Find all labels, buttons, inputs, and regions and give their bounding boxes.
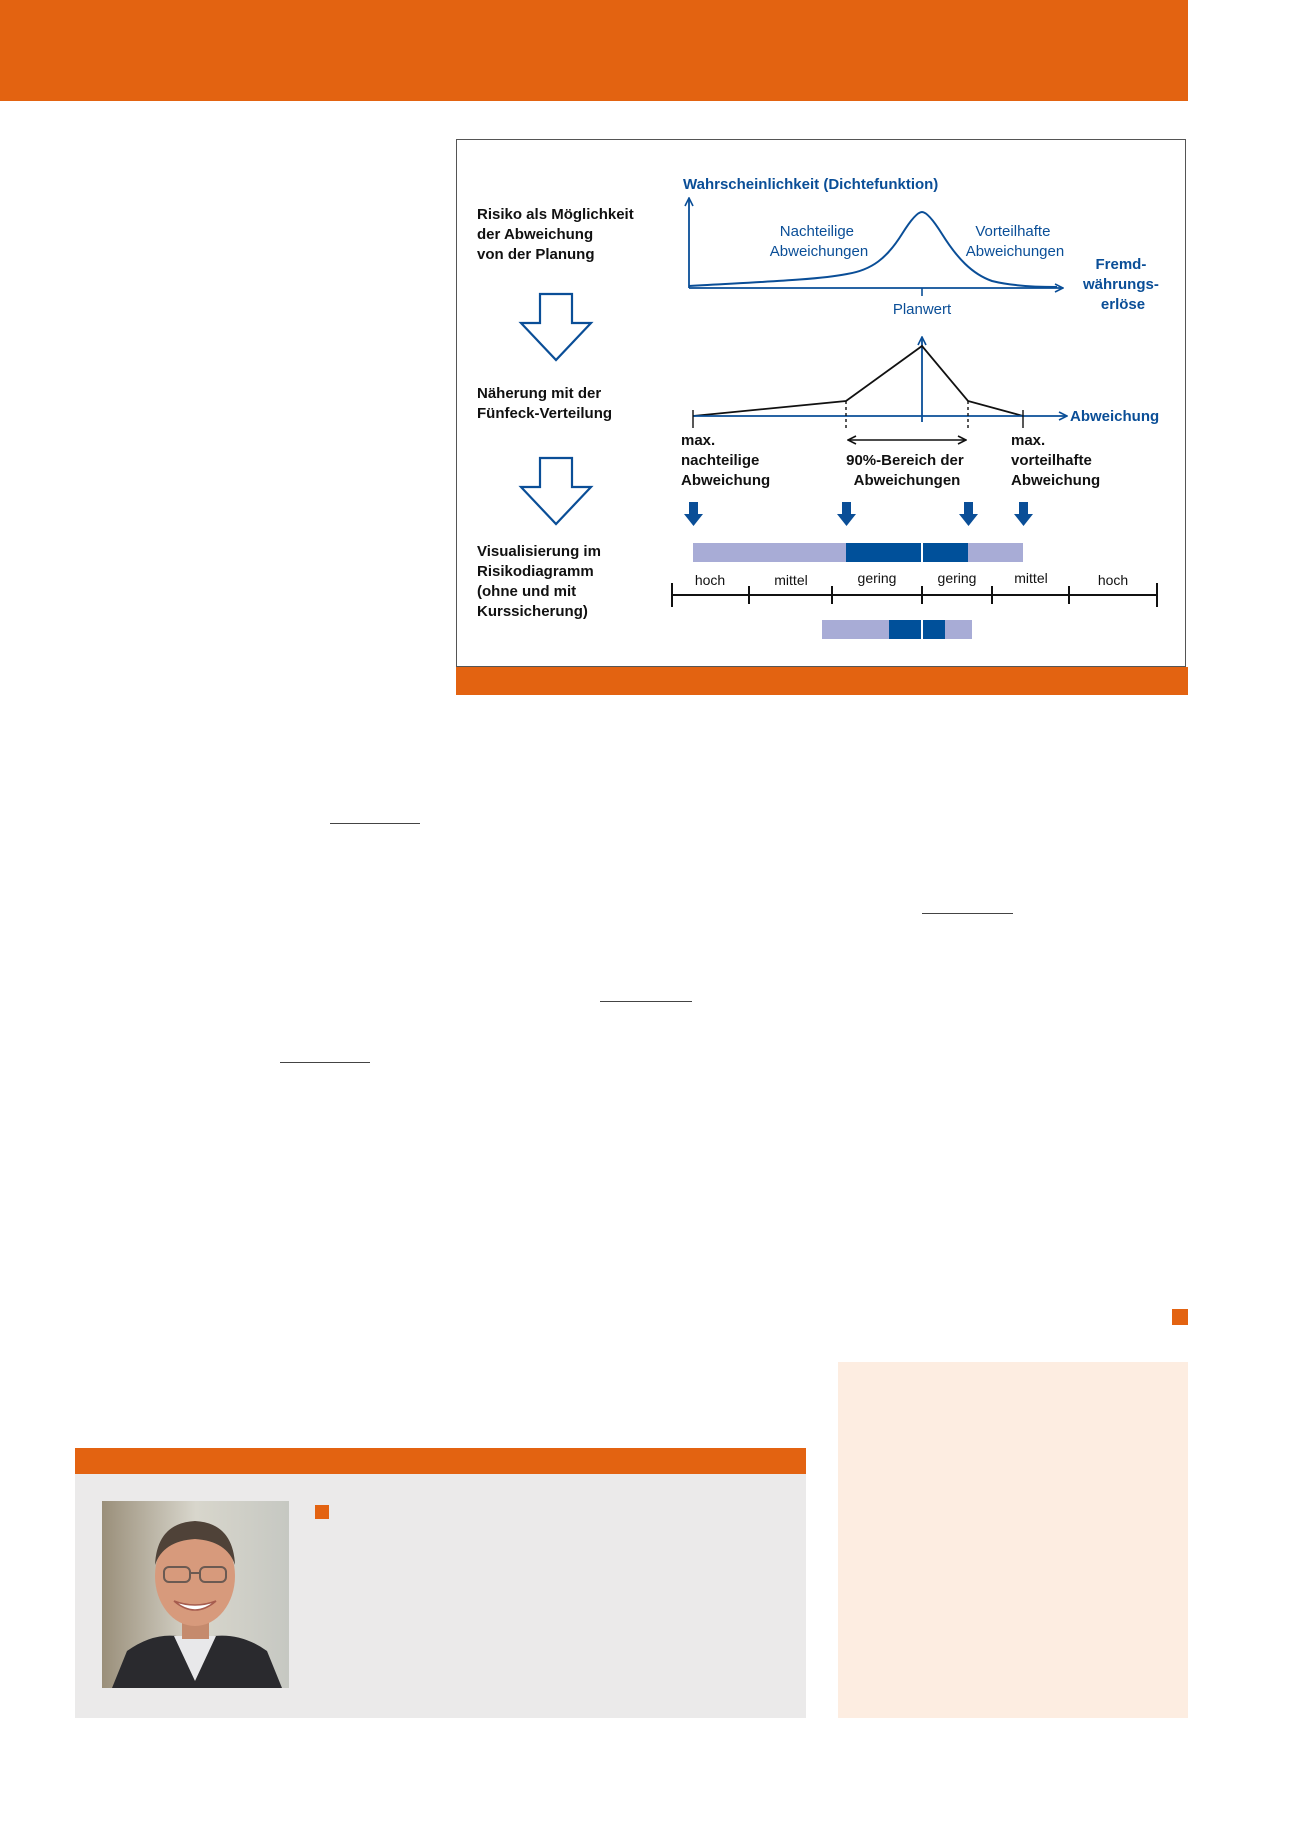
risk-bar-hedged-core bbox=[889, 620, 945, 639]
density-x-axis-label: Fremd- währungs- erlöse bbox=[1082, 256, 1159, 313]
marker-arrow-icon bbox=[959, 502, 978, 526]
pentagon-distribution bbox=[693, 346, 1023, 416]
density-left-region-label: Nachteilige Abweichungen bbox=[769, 223, 869, 260]
author-bullet-square bbox=[315, 1505, 329, 1519]
step2-text: Näherung mit der Fünfeck-Verteilung bbox=[477, 385, 613, 422]
density-y-axis-label: Wahrscheinlichkeit (Dichtefunktion) bbox=[683, 176, 939, 193]
risk-scale-label: mittel bbox=[774, 572, 808, 588]
underline-placeholder bbox=[600, 1001, 692, 1002]
author-photo bbox=[102, 1501, 289, 1688]
risk-scale-label: gering bbox=[937, 570, 977, 586]
marker-arrow-icon bbox=[837, 502, 856, 526]
ninety-percent-range-label: 90%-Bereich der Abweichungen bbox=[846, 452, 964, 489]
risk-bar-unhedged-core bbox=[846, 543, 968, 562]
risk-scale-label: hoch bbox=[694, 572, 726, 588]
author-box-header bbox=[75, 1448, 806, 1474]
top-banner bbox=[0, 0, 1188, 101]
down-arrow-icon bbox=[521, 294, 591, 360]
step3-text: Visualisierung im Risikodiagramm (ohne und mit Kurssicherung) bbox=[477, 543, 601, 620]
side-info-panel bbox=[838, 1362, 1188, 1718]
marker-arrow-icon bbox=[684, 502, 703, 526]
down-arrow-icon bbox=[521, 458, 591, 524]
risk-diagram bbox=[457, 140, 1187, 668]
planwert-label: Planwert bbox=[892, 301, 952, 318]
author-box bbox=[75, 1448, 806, 1718]
risk-scale-label: hoch bbox=[1097, 572, 1129, 588]
risk-scale-label: mittel bbox=[1014, 570, 1048, 586]
underline-placeholder bbox=[280, 1062, 370, 1063]
figure-box bbox=[456, 139, 1186, 667]
author-portrait-icon bbox=[102, 1501, 289, 1688]
marker-arrow-icon bbox=[1014, 502, 1033, 526]
end-of-article-marker bbox=[1172, 1309, 1188, 1325]
underline-placeholder bbox=[922, 913, 1013, 914]
underline-placeholder bbox=[330, 823, 420, 824]
figure-footer-bar bbox=[456, 667, 1188, 695]
deviation-axis-label: Abweichung bbox=[1070, 408, 1160, 425]
density-right-region-label: Vorteilhafte Abweichungen bbox=[965, 223, 1065, 260]
step1-text: Risiko als Möglichkeit der Abweichung von der Planung bbox=[477, 206, 634, 263]
max-favorable-label: max. vorteilhafte Abweichung bbox=[1011, 432, 1101, 489]
risk-scale-label: gering bbox=[857, 570, 897, 586]
max-adverse-label: max. nachteilige Abweichung bbox=[681, 432, 771, 489]
